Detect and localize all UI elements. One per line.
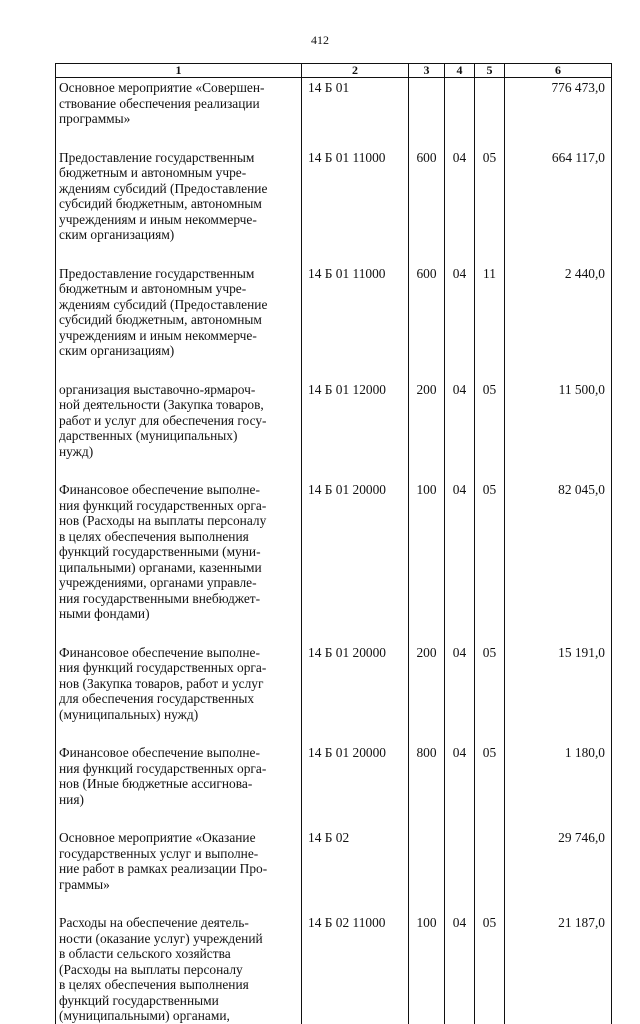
row-sum-cell: 2 440,0 [505, 264, 612, 380]
row-name-line: в целях обеспечения выполнения [59, 977, 249, 992]
column-header-1: 1 [56, 64, 302, 78]
row-name-line: (Расходы на выплаты персоналу [59, 961, 243, 977]
row-name-cell [56, 480, 302, 643]
row-pr-cell: 05 [475, 643, 505, 744]
row-pr-cell: 05 [475, 480, 505, 643]
column-header-2: 2 [302, 64, 409, 78]
table-row [56, 78, 612, 148]
row-rz-cell: 04 [445, 480, 475, 643]
row-rz-cell: 04 [445, 743, 475, 828]
row-name-cell [56, 743, 302, 828]
row-name-cell [56, 828, 302, 913]
table-row [56, 828, 612, 913]
row-code-cell: 14 Б 01 20000 [302, 743, 409, 828]
row-pr-cell [475, 78, 505, 148]
table-row [56, 913, 612, 1024]
row-code-cell: 14 Б 01 20000 [302, 643, 409, 744]
row-name-line: ности (оказание услуг) учреждений [59, 930, 263, 946]
table-row [56, 743, 612, 828]
row-name-cell [56, 643, 302, 744]
column-header-3: 3 [409, 64, 445, 78]
row-name-line: нов (Закупка товаров, работ и услуг [59, 675, 264, 691]
row-name-line: для обеспечения государственных [59, 691, 255, 706]
row-code-cell: 14 Б 01 12000 [302, 380, 409, 481]
table-body [56, 78, 612, 1024]
row-rz-cell: 04 [445, 264, 475, 380]
row-rz-cell [445, 78, 475, 148]
row-name-line: ными фондами) [59, 606, 150, 621]
row-name-line: (муниципальными) органами, [59, 1008, 230, 1023]
header-row [56, 64, 612, 78]
budget-table [55, 63, 612, 1024]
row-sum-cell: 15 191,0 [505, 643, 612, 744]
row-code-cell: 14 Б 02 11000 [302, 913, 409, 1024]
row-code-cell: 14 Б 01 11000 [302, 148, 409, 264]
row-pr-cell: 05 [475, 913, 505, 1024]
row-name-line: нов (Расходы на выплаты персоналу [59, 513, 267, 528]
row-rz-cell: 04 [445, 913, 475, 1024]
row-name-line: субсидий бюджетным, автономным [59, 196, 262, 211]
row-pr-cell: 05 [475, 148, 505, 264]
row-sum-cell: 11 500,0 [505, 380, 612, 481]
row-vr-cell: 100 [409, 913, 445, 1024]
row-name-line: ния функций государственных орга- [59, 497, 267, 513]
row-name-line: Основное мероприятие «Совершен- [59, 80, 265, 95]
row-name-line: нов (Иные бюджетные ассигнова- [59, 776, 253, 791]
row-pr-cell: 05 [475, 380, 505, 481]
row-vr-cell [409, 78, 445, 148]
row-rz-cell: 04 [445, 643, 475, 744]
row-name-line: ждениям субсидий (Предоставление [59, 296, 268, 312]
row-name-line: дарственных (муниципальных) [59, 428, 238, 443]
row-name-line: Расходы на обеспечение деятель- [59, 915, 249, 930]
row-name-line: ния функций государственных орга- [59, 660, 267, 675]
row-pr-cell: 05 [475, 743, 505, 828]
row-name-cell [56, 78, 302, 148]
page-number: 412 [311, 33, 329, 47]
row-sum-cell: 82 045,0 [505, 480, 612, 643]
row-name-cell [56, 264, 302, 380]
row-name-line: бюджетным и автономным учре- [59, 165, 247, 180]
row-name-line: организация выставочно-ярмароч- [59, 381, 256, 397]
row-name-line: Предоставление государственным [59, 265, 255, 281]
row-vr-cell: 200 [409, 380, 445, 481]
row-name-line: ния функций государственных орга- [59, 760, 267, 776]
row-name-line: Предоставление государственным [59, 149, 255, 165]
column-header-6: 6 [505, 64, 612, 78]
row-code-cell: 14 Б 01 20000 [302, 480, 409, 643]
row-name-line: граммы» [59, 876, 110, 892]
table-row [56, 480, 612, 643]
row-name-cell [56, 380, 302, 481]
row-name-line: ния) [59, 791, 84, 807]
row-name-line: Основное мероприятие «Оказание [59, 830, 256, 845]
row-name-line: ние работ в рамках реализации Про- [59, 861, 268, 876]
row-name-line: ной деятельности (Закупка товаров, [59, 397, 264, 412]
row-name-line: бюджетным и автономным учре- [59, 281, 247, 296]
row-sum-cell: 21 187,0 [505, 913, 612, 1024]
row-pr-cell [475, 828, 505, 913]
row-name-line: Финансовое обеспечение выполне- [59, 482, 260, 497]
column-header-5: 5 [475, 64, 505, 78]
row-code-cell: 14 Б 01 [302, 78, 409, 148]
row-sum-cell: 776 473,0 [505, 78, 612, 148]
row-name-line: функций государственными [59, 992, 219, 1008]
table-row [56, 264, 612, 380]
row-rz-cell [445, 828, 475, 913]
row-vr-cell [409, 828, 445, 913]
row-name-line: Финансовое обеспечение выполне- [59, 745, 260, 760]
row-name-line: ствование обеспечения реализации [59, 95, 260, 111]
row-vr-cell: 100 [409, 480, 445, 643]
row-rz-cell: 04 [445, 148, 475, 264]
row-vr-cell: 800 [409, 743, 445, 828]
row-name-line: в области сельского хозяйства [59, 946, 231, 961]
row-name-line: учреждениями, органами управле- [59, 575, 257, 590]
column-header-4: 4 [445, 64, 475, 78]
row-name-line: работ и услуг для обеспечения госу- [59, 412, 267, 428]
row-name-cell [56, 913, 302, 1024]
row-name-line: ждениям субсидий (Предоставление [59, 180, 268, 196]
row-name-line: государственных услуг и выполне- [59, 845, 259, 861]
row-vr-cell: 600 [409, 264, 445, 380]
table-row [56, 380, 612, 481]
row-name-line: ципальными) органами, казенными [59, 559, 262, 575]
row-vr-cell: 200 [409, 643, 445, 744]
row-name-line: функций государственными (муни- [59, 544, 261, 559]
row-name-line: ния государственными внебюджет- [59, 590, 261, 606]
row-name-line: ским организациям) [59, 343, 175, 358]
row-sum-cell: 29 746,0 [505, 828, 612, 913]
row-name-line: субсидий бюджетным, автономным [59, 312, 262, 327]
row-name-cell [56, 148, 302, 264]
row-code-cell: 14 Б 01 11000 [302, 264, 409, 380]
row-name-line: учреждениям и иным некоммерче- [59, 327, 257, 343]
row-pr-cell: 11 [475, 264, 505, 380]
row-name-line: (муниципальных) нужд) [59, 706, 199, 722]
row-name-line: программы» [59, 111, 131, 126]
row-name-line: Финансовое обеспечение выполне- [59, 644, 260, 660]
row-name-line: в целях обеспечения выполнения [59, 528, 249, 544]
row-rz-cell: 04 [445, 380, 475, 481]
row-sum-cell: 664 117,0 [505, 148, 612, 264]
table-row [56, 148, 612, 264]
row-code-cell: 14 Б 02 [302, 828, 409, 913]
row-vr-cell: 600 [409, 148, 445, 264]
row-name-line: учреждениям и иным некоммерче- [59, 211, 257, 227]
table-row [56, 643, 612, 744]
row-name-line: ским организациям) [59, 227, 175, 242]
row-sum-cell: 1 180,0 [505, 743, 612, 828]
row-name-line: нужд) [59, 443, 94, 459]
